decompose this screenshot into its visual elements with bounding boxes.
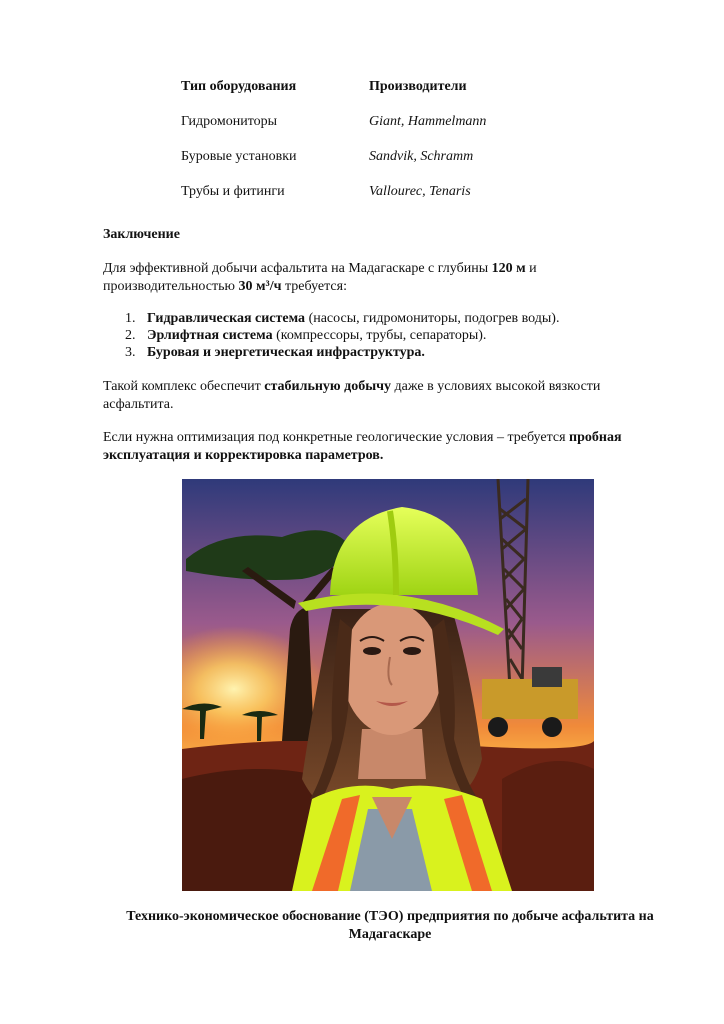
bold-text: 30 м³/ч: [238, 279, 282, 294]
text: даже в условиях высокой вязкости асфальтита.: [103, 379, 601, 412]
optimization-paragraph: [103, 429, 651, 465]
section-heading: Заключение: [103, 227, 180, 242]
table-cell: Трубы и фитинги: [181, 184, 285, 199]
list-item: [103, 344, 623, 361]
table-header-cell: Тип оборудования: [181, 79, 297, 94]
intro-paragraph: [103, 260, 651, 296]
table-cell: Гидромониторы: [181, 114, 278, 129]
table-cell: Sandvik, Schramm: [369, 149, 474, 164]
list-number: 1.: [125, 311, 136, 326]
list-item: [103, 327, 623, 344]
stability-paragraph: [103, 378, 651, 414]
list-number: 2.: [125, 328, 136, 343]
bold-text: Гидравлическая система: [147, 311, 306, 326]
text: Для эффективной добычи асфальтита на Мадагаскаре с глубины: [103, 261, 492, 276]
list-item: [103, 310, 623, 327]
text: Если нужна оптимизация под конкретные геологические условия – требуется: [103, 430, 570, 445]
text: (насосы, гидромониторы, подогрев воды).: [305, 311, 560, 326]
table-row: [181, 148, 541, 183]
document-caption: Технико-экономическое обоснование (ТЭО) предприятия по добыче асфальтита на Мадагаскаре: [126, 909, 654, 942]
bold-text: стабильную добычу: [264, 379, 392, 394]
requirements-list: [103, 310, 623, 361]
list-number: 3.: [125, 345, 136, 360]
table-header-cell: Производители: [369, 79, 467, 94]
text: и производительностью: [103, 261, 537, 294]
text: требуется:: [281, 279, 347, 294]
table-cell: Буровые установки: [181, 149, 297, 164]
table-header-row: [181, 78, 541, 113]
bold-text: пробная эксплуатация и корректировка параметров.: [103, 430, 622, 463]
bold-text: Эрлифтная система: [147, 328, 273, 343]
table-cell: Vallourec, Tenaris: [369, 184, 471, 199]
table-row: [181, 113, 541, 148]
worker-photo: [182, 479, 594, 891]
bold-text: Буровая и энергетическая инфраструктура.: [147, 345, 425, 360]
bold-text: 120 м: [491, 261, 526, 276]
text: Такой комплекс обеспечит: [103, 379, 265, 394]
text: (компрессоры, трубы, сепараторы).: [272, 328, 487, 343]
table-row: [181, 183, 541, 218]
table-cell: Giant, Hammelmann: [369, 114, 487, 129]
equipment-table: [181, 78, 541, 218]
